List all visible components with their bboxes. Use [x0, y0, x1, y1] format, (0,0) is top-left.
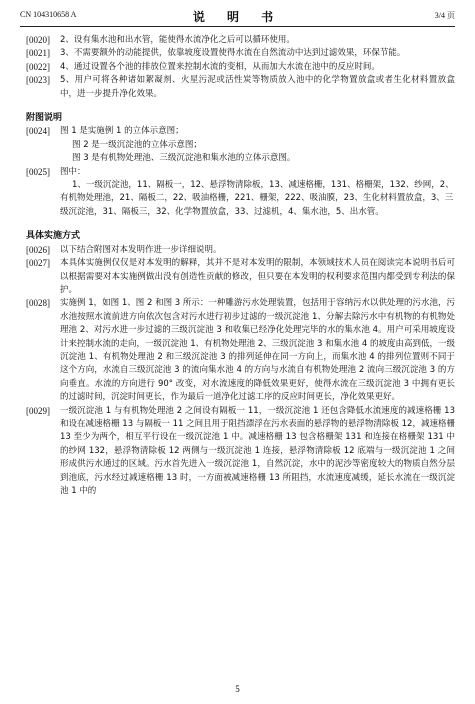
- figure-caption-1: 图 1 是实施例 1 的立体示意图；: [60, 126, 184, 137]
- paragraph-text: 4、通过设置各个池的排放位置来控制水流的变相，从而加大水流在池中的反应时间。: [60, 61, 380, 72]
- page-number: 5: [235, 684, 240, 694]
- paragraph-tag: [0028]: [26, 298, 50, 309]
- legend-list: 1、一级沉淀池，11、隔板一，12、悬浮物清除板，13、减速格栅，131、格栅架，132、纱网，2、有机物处理池，21、隔板二，22、吸油格栅，221、栅架，222、吸油膜，23、生化材料置放盒，3、三级沉淀池，31、隔板三，32、化学物置放盒，33、过滤机，4、集水池，5、出水管。: [60, 180, 454, 217]
- figure-caption-3: 图 3 是有机物处理池、三级沉淀池和集水池的立体示意图。: [72, 153, 296, 164]
- paragraph-tag: [0020]: [26, 35, 50, 45]
- paragraph-0020: [26, 34, 455, 47]
- paragraph-text: 5、用户可将各种诸如絮凝剂、火星污泥或活性炭等物质放入池中的化学物置放盒或者生化材料置放盒中，进一步提升净化效果。: [60, 75, 455, 99]
- paragraph-0025: [26, 166, 455, 179]
- legend-heading: 图中：: [60, 166, 86, 177]
- paragraph-0022: [26, 61, 455, 74]
- paragraph-0026: [26, 244, 455, 257]
- page-info: 3/4 页: [434, 11, 455, 20]
- paragraph-text: 以下结合附图对本发明作进一步详细说明。: [60, 244, 222, 255]
- paragraph-tag: [0029]: [26, 405, 50, 416]
- paragraph-text: 本具体实施例仅仅是对本发明的解释，其并不是对本发明的限制，本领域技术人员在阅读完本说明书后可以根据需要对本实施例做出没有创造性贡献的修改，但只要在本发明的权利要求范围内都受到专利法的保护。: [60, 258, 455, 295]
- paragraph-tag: [0027]: [26, 258, 50, 269]
- paragraph-text: 一级沉淀池 1 与有机物处理池 2 之间设有隔板一 11，一级沉淀池 1 还包含降低水流速度的减速格栅 13 和设在减速格栅 13 与隔板一 11 之间且用于阻挡漂浮在污水表面的悬浮物的悬浮物清除板 12，减速格栅 13 至少为两个，相互平行设在一级沉淀池 1 中。减速格栅 13 包含格栅架 131 和连接在格栅架 131 中的纱网 132，悬浮物清除板 12 两侧与一级沉淀池 1 连接，悬浮物清除板 12 底端与一级沉淀池 1 之间形成供污水通过的区域。污水首先进入一级沉淀池 1，自然沉淀，水中的泥沙等密度较大的物质自然分层到池底，污水经过减速格栅 13 时，一方面被减速格栅 13 所阻挡，水流速度减缓，延长水流在一级沉淀池 1 中的: [60, 405, 455, 496]
- paragraph-tag: [0024]: [26, 126, 50, 137]
- paragraph-0027: [26, 257, 455, 297]
- page-title: 说 明 书: [192, 10, 283, 24]
- section-title-figures: 附图说明: [26, 113, 63, 124]
- paragraph-0023: [26, 74, 455, 101]
- section-title-embodiment: 具体实施方式: [26, 231, 81, 242]
- paragraph-tag: [0026]: [26, 244, 50, 255]
- paragraph-tag: [0022]: [26, 61, 50, 72]
- page-header: [20, 8, 455, 27]
- figure-caption-2: 图 2 是一级沉淀池的立体示意图；: [72, 139, 202, 150]
- paragraph-text: 2、设有集水池和出水管，能使得水流净化之后可以循环使用。: [60, 35, 295, 45]
- paragraph-tag: [0023]: [26, 75, 50, 86]
- paragraph-0024: [26, 125, 455, 138]
- document-body: [26, 34, 455, 498]
- paragraph-text: 3、不需要额外的动能提供，依靠坡度设置使得水流在自然流动中达到过滤效果，环保节能。: [60, 48, 406, 59]
- paragraph-tag: [0021]: [26, 48, 50, 59]
- paragraph-tag: [0025]: [26, 166, 50, 177]
- paragraph-0029: [26, 405, 455, 499]
- paragraph-text: 实施例 1，如图 1、图 2 和图 3 所示：一种雕游污水处理装置，包括用于容纳污水以供处理的污水池，污水池按照水流前进方向依次包含对污水进行初步过滤的一级沉淀池 1、分解去除污水中有机物的有机物处理池 2、对污水进一步过滤的三级沉淀池 3 和收集已经净化处理完毕的水的集水池 4。用户可采用坡度设计来控制水流的走向，一级沉淀池 1、有机物处理池 2、三级沉淀池 3 和集水池 4 的坡度由高到低，一级沉淀池 1、有机物处理池 2 和三级沉淀池 3 的排列延伸在同一方向上，而集水池 4 的排列位置则不同于这个方向，水流自三级沉淀池 3 的流向集水池 4 的方向与水流自有机物处理池 2 流向三级沉淀池 3 的方向垂直。水流的方向进行 90° 改变，对水流速度的降低效果更好，使得水流在三级沉淀池 3 中拥有更长的过滤时间，沉淀时间更长，作为最后一道净化过滤工序的反应时间更长，净化效果更好。: [60, 298, 455, 403]
- document-number: CN 104310658 A: [20, 10, 77, 19]
- paragraph-0028: [26, 297, 455, 404]
- paragraph-0021: [26, 47, 455, 60]
